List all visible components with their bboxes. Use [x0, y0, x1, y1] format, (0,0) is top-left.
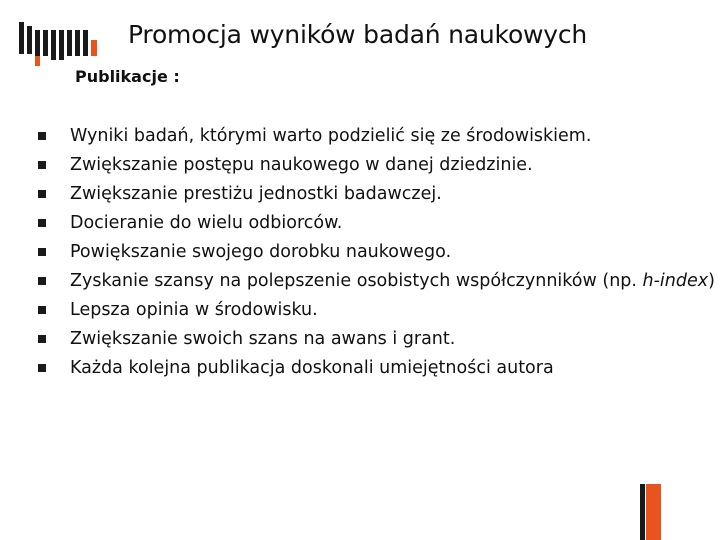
list-item [38, 267, 715, 296]
list-item [38, 209, 715, 238]
square-bullet-icon [38, 219, 46, 227]
bullet-list [38, 122, 715, 383]
square-bullet-icon [38, 248, 46, 256]
list-item-text: Wyniki badań, którymi warto podzielić się ze środowiskiem. [70, 126, 592, 146]
list-item [38, 122, 715, 151]
section-subtitle: Publikacje : [75, 67, 180, 86]
square-bullet-icon [38, 161, 46, 169]
list-item-text: Zyskanie szansy na polepszenie osobistych współczynników (np. [70, 271, 643, 291]
square-bullet-icon [38, 277, 46, 285]
h-index-term: h-index [642, 271, 709, 291]
list-item-text: Powiększanie swojego dorobku naukowego. [70, 242, 452, 262]
list-item-text: Zwiększanie postępu naukowego w danej dziedzinie. [70, 155, 533, 175]
square-bullet-icon [38, 364, 46, 372]
list-item-text: Lepsza opinia w środowisku. [70, 300, 318, 320]
page-title: Promocja wyników badań naukowych [128, 20, 588, 49]
list-item-text: Każda kolejna publikacja doskonali umiejętności autora [70, 358, 554, 378]
list-item [38, 354, 715, 383]
list-item [38, 238, 715, 267]
list-item-text: Zwiększanie prestiżu jednostki badawczej. [70, 184, 442, 204]
institution-logo-icon [19, 22, 101, 66]
corner-bars-icon [640, 484, 662, 540]
square-bullet-icon [38, 132, 46, 140]
list-item [38, 296, 715, 325]
list-item [38, 180, 715, 209]
square-bullet-icon [38, 190, 46, 198]
list-item [38, 325, 715, 354]
list-item-text: Docieranie do wielu odbiorców. [70, 213, 343, 233]
list-item [38, 151, 715, 180]
list-item-text-end: ) [708, 271, 715, 291]
square-bullet-icon [38, 335, 46, 343]
square-bullet-icon [38, 306, 46, 314]
list-item-text: Zwiększanie swoich szans na awans i grant. [70, 329, 456, 349]
